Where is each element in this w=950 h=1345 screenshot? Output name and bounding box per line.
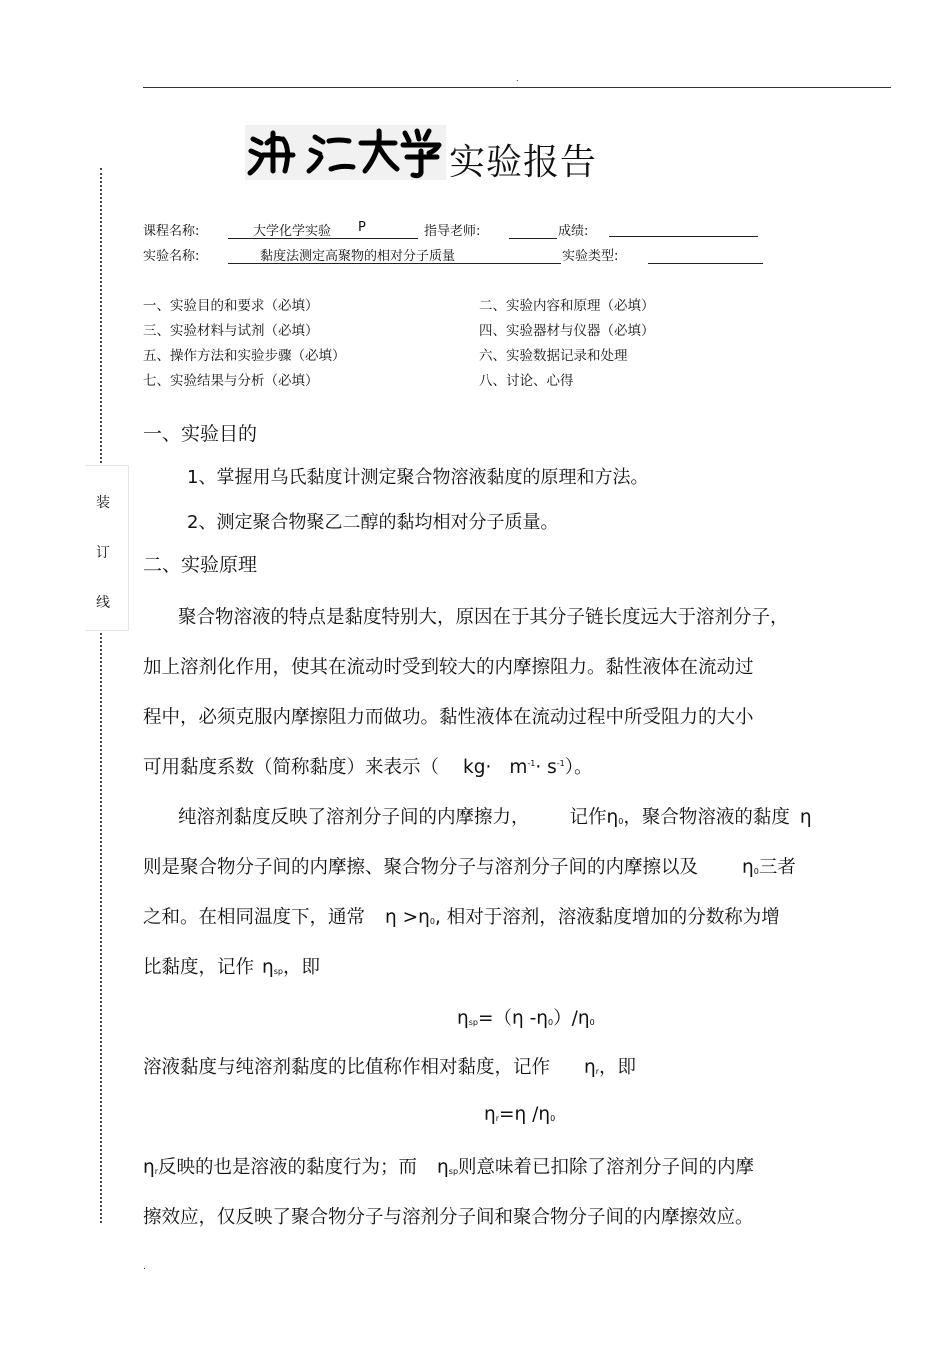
text: 纯溶剂黏度反映了溶剂分子间的内摩擦力， [178, 807, 530, 828]
subscript: sp [448, 1167, 459, 1176]
paragraph-line [143, 753, 593, 779]
unit: · s [535, 757, 557, 778]
subscript: sp [468, 1018, 478, 1027]
subscript: 0 [550, 1114, 556, 1123]
subscript: r [495, 1114, 500, 1123]
subscript: 0 [548, 1018, 554, 1027]
text: 三者 [758, 857, 796, 878]
binding-label [85, 465, 129, 631]
text: ，聚合物溶液的黏度 [623, 807, 790, 828]
binding-char: 装 [96, 495, 110, 511]
unit: m [509, 757, 528, 778]
text: 记作η [569, 807, 619, 828]
text: η [262, 957, 274, 978]
text: ，即 [283, 957, 321, 978]
paragraph-line [178, 803, 812, 829]
paragraph-line: 加上溶剂化作用，使其在流动时受到较大的内摩擦阻力。黏性液体在流动过 [143, 657, 754, 678]
subscript: r [595, 1067, 600, 1076]
superscript: -1 [556, 759, 565, 768]
subscript: r [154, 1167, 159, 1176]
subscript: 0 [618, 817, 624, 826]
teacher-underline [509, 238, 557, 239]
course-value: 大学化学实验 [253, 224, 332, 239]
text: =（η -η [477, 1008, 548, 1029]
header-dot: . [516, 74, 519, 83]
toc-item: 二、实验内容和原理（必填） [479, 298, 655, 314]
type-label: 实验类型: [562, 249, 619, 264]
paragraph-line: 聚合物溶液的特点是黏度特别大，原因在于其分子链长度远大于溶剂分子， [178, 607, 789, 628]
type-underline [648, 263, 763, 264]
text: η [143, 1157, 155, 1178]
header-rule [143, 87, 891, 88]
text: η [457, 1008, 469, 1029]
score-label: 成绩: [558, 224, 589, 239]
text: 之和。在相同温度下，通常 [143, 907, 366, 928]
text: =η /η [499, 1104, 551, 1125]
paragraph-line [143, 1153, 754, 1179]
toc-item: 一、实验目的和要求（必填） [143, 298, 319, 314]
experiment-label: 实验名称: [143, 249, 200, 264]
binding-char: 线 [96, 595, 110, 611]
university-logo [245, 125, 446, 180]
text: η >η [385, 907, 430, 928]
paragraph-line: 程中，必须克服内摩擦阻力而做功。黏性液体在流动过程中所受阻力的大小 [143, 707, 754, 728]
equation-relative-viscosity [484, 1104, 555, 1125]
text: 溶液黏度与纯溶剂黏度的比值称作相对黏度，记作 [143, 1057, 551, 1078]
text: η [484, 1104, 496, 1125]
section-heading: 二、实验原理 [143, 554, 258, 576]
text: 可用黏度系数（简称黏度）来表示（ [143, 757, 440, 778]
subscript: 0 [429, 917, 435, 926]
text: 比黏度，记作 [143, 957, 255, 978]
text: 反映的也是溶液的黏度行为；而 [158, 1157, 418, 1178]
toc-item: 三、实验材料与试剂（必填） [143, 323, 319, 339]
subscript: 0 [589, 1018, 595, 1027]
toc-item: 四、实验器材与仪器（必填） [479, 323, 655, 339]
paragraph-line: 擦效应，仅反映了聚合物分子与溶剂分子间和聚合物分子间的内摩擦效应。 [143, 1207, 754, 1228]
text: ，即 [599, 1057, 637, 1078]
teacher-label: 指导老师: [424, 224, 481, 239]
binding-char: 订 [96, 545, 110, 561]
score-underline [609, 236, 758, 237]
experiment-value: 黏度法测定高聚物的相对分子质量 [260, 249, 456, 264]
subscript: 0 [753, 867, 759, 876]
binding-dotted-line [100, 168, 102, 1223]
paragraph-line [143, 903, 780, 929]
course-label: 课程名称: [143, 224, 200, 239]
paragraph-line [143, 1053, 636, 1079]
toc-item: 五、操作方法和实验步骤（必填） [143, 348, 346, 364]
section-heading: 一、实验目的 [143, 423, 258, 445]
unit: kg· [463, 757, 492, 778]
toc-item: 七、实验结果与分析（必填） [143, 373, 319, 389]
text: η [742, 857, 754, 878]
paragraph-line [143, 953, 320, 979]
footer-dot: . [143, 1262, 146, 1272]
page-title: 实验报告 [449, 142, 598, 183]
text: 则是聚合物分子间的内摩擦、聚合物分子与溶剂分子间的内摩擦以及 [143, 857, 699, 878]
toc-item: 八、讨论、心得 [479, 373, 574, 389]
course-suffix: P [358, 220, 366, 235]
text: η [799, 807, 812, 828]
text: η [437, 1157, 449, 1178]
toc-item: 六、实验数据记录和处理 [479, 348, 628, 364]
subscript: sp [273, 967, 283, 976]
text: , 相对于溶剂，溶液黏度增加的分数称为增 [434, 907, 780, 928]
text: ）。 [564, 757, 593, 778]
objective-item: 1、掌握用乌氏黏度计测定聚合物溶液黏度的原理和方法。 [187, 467, 649, 488]
text: 则意味着已扣除了溶剂分子间的内摩 [458, 1157, 755, 1178]
equation-specific-viscosity [457, 1004, 595, 1030]
text: η [584, 1057, 596, 1078]
objective-item: 2、测定聚合物聚乙二醇的黏均相对分子质量。 [187, 512, 559, 533]
paragraph-line [143, 853, 796, 879]
text: ）/η [553, 1008, 590, 1029]
superscript: -1 [527, 759, 536, 768]
